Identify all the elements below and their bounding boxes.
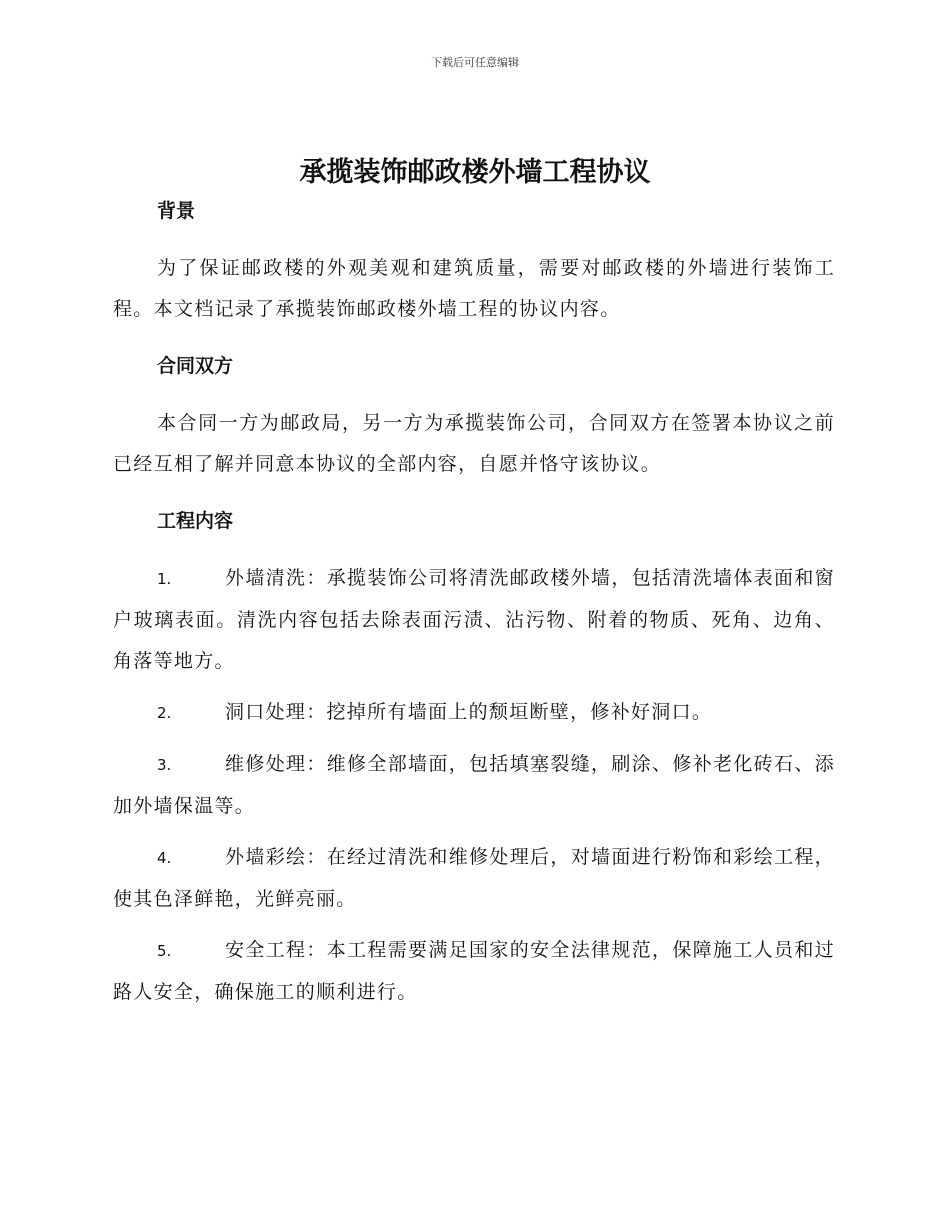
list-item [113,930,835,1013]
section-heading-scope: 工程内容 [157,510,234,532]
section-heading-background: 背景 [157,200,196,222]
parties-paragraph: 本合同一方为邮政局，另一方为承揽装饰公司，合同双方在签署本协议之前已经互相了解并同意本协议的全部内容，自愿并恪守该协议。 [113,412,835,475]
list-item-text: 安全工程：本工程需要满足国家的安全法律规范，保障施工人员和过路人安全，确保施工的顺利进行。 [113,939,835,1003]
list-number: 4. [157,849,172,867]
list-item-text: 外墙彩绘：在经过清洗和维修处理后，对墙面进行粉饰和彩绘工程，使其色泽鲜艳，光鲜亮丽。 [113,846,835,910]
list-item-text: 维修处理：维修全部墙面，包括填塞裂缝，刷涂、修补老化砖石、添加外墙保温等。 [113,753,835,817]
document-body [113,196,835,1013]
list-number: 1. [157,570,172,588]
background-paragraph: 为了保证邮政楼的外观美观和建筑质量，需要对邮政楼的外墙进行装饰工程。本文档记录了承揽装饰邮政楼外墙工程的协议内容。 [113,257,835,320]
list-number: 5. [157,942,172,960]
list-item-text: 外墙清洗：承揽装饰公司将清洗邮政楼外墙，包括清洗墙体表面和窗户玻璃表面。清洗内容包括去除表面污渍、沾污物、附着的物质、死角、边角、角落等地方。 [113,567,835,672]
section-heading-parties: 合同双方 [157,355,234,377]
list-number: 3. [157,756,172,774]
list-item-text: 洞口处理：挖掉所有墙面上的颓垣断壁，修补好洞口。 [225,701,713,723]
list-item [113,692,835,734]
list-item [113,837,835,920]
header-note: 下载后可任意编辑 [431,56,519,69]
list-number: 2. [157,704,172,722]
document-title: 承揽装饰邮政楼外墙工程协议 [299,157,651,188]
list-item [113,744,835,827]
list-item [113,558,835,682]
